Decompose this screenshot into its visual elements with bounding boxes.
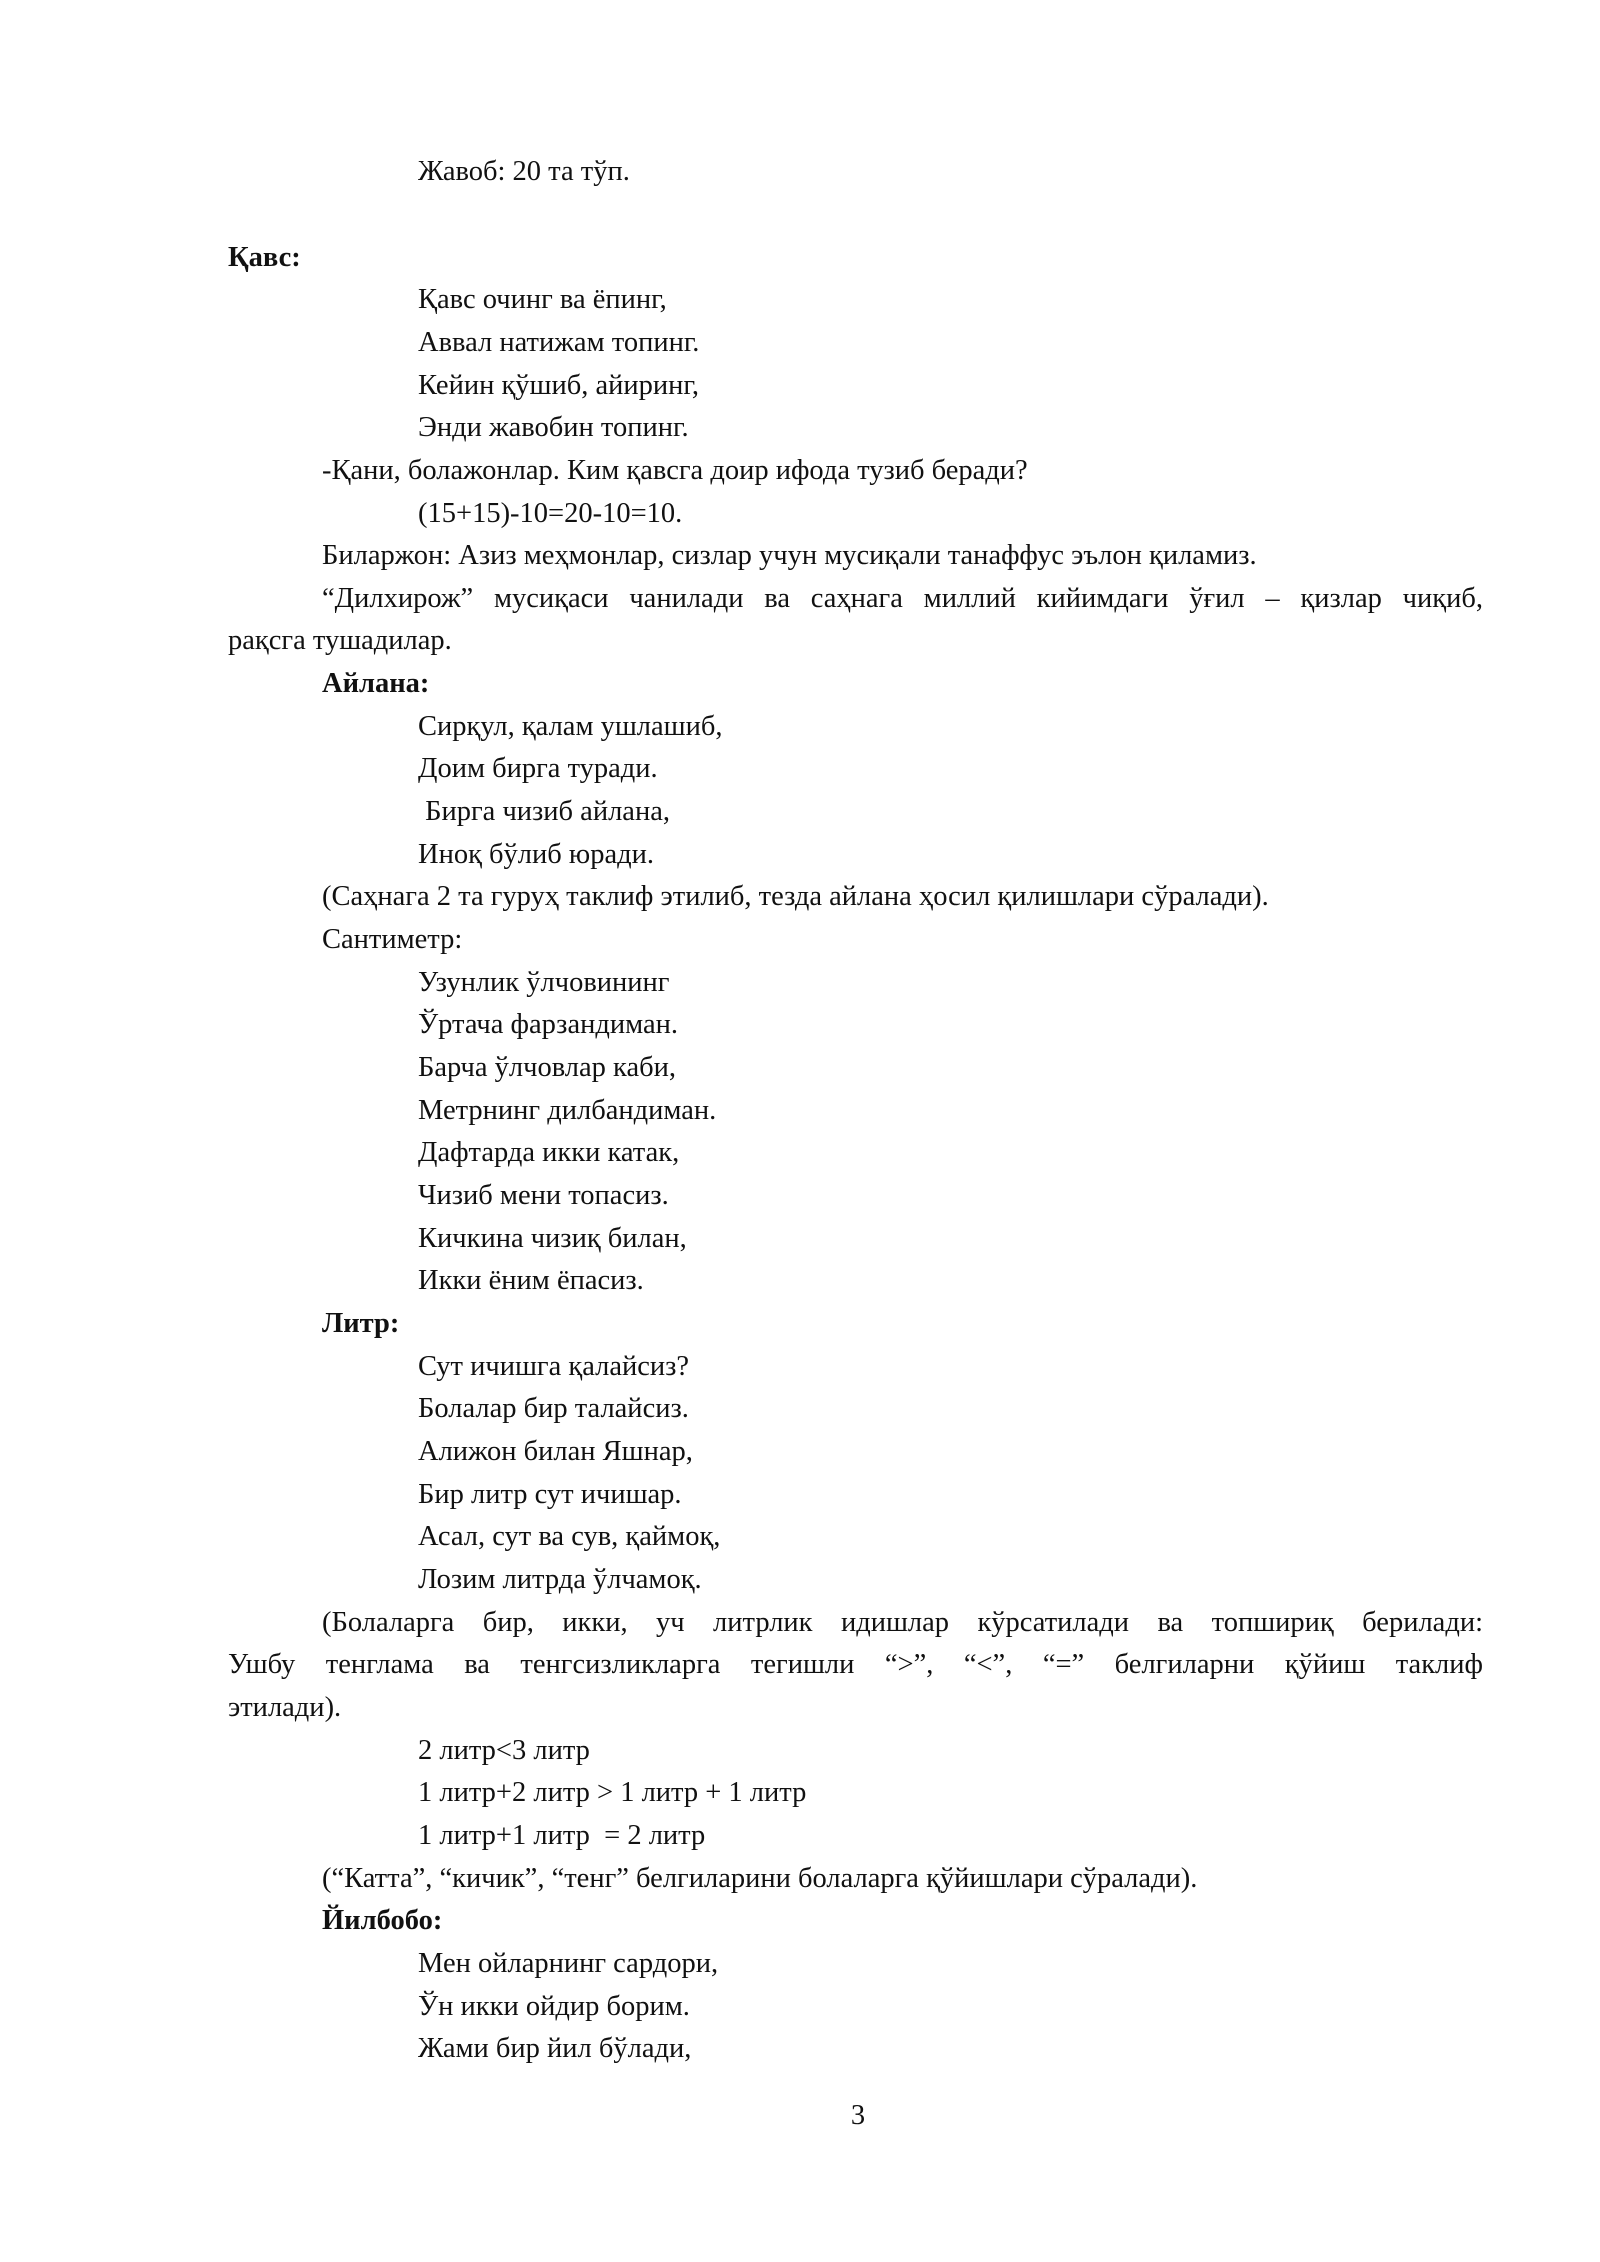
page-number: 3 <box>850 2100 866 2131</box>
section-heading-aylana: Айлана: <box>322 668 430 699</box>
paragraph-line: Ушбу тенглама ва тенгсизликларга тегишли “>”, “<”, “=” белгиларни қўйиш таклиф <box>228 1649 1483 1680</box>
verse-line: Иноқ бўлиб юради. <box>418 839 654 870</box>
formula-line: (15+15)-10=20-10=10. <box>418 498 683 529</box>
verse-line: Мен ойларнинг сардори, <box>418 1948 719 1979</box>
formula-line: 2 литр<3 литр <box>418 1735 590 1766</box>
section-heading-litr: Литр: <box>322 1308 400 1339</box>
paragraph-line: рақсга тушадилар. <box>228 625 452 656</box>
answer-line: Жавоб: 20 та тўп. <box>418 156 630 187</box>
verse-line: Ўртача фарзандиман. <box>418 1009 678 1040</box>
verse-line: Асал, сут ва сув, қаймоқ, <box>418 1521 721 1552</box>
section-heading-santimetr: Сантиметр: <box>322 924 463 955</box>
verse-line: Барча ўлчовлар каби, <box>418 1052 676 1083</box>
verse-line: Дафтарда икки катак, <box>418 1137 680 1168</box>
verse-line: Бир литр сут ичишар. <box>418 1479 682 1510</box>
paragraph-line: (“Катта”, “кичик”, “тенг” белгиларини болаларга қўйишлари сўралади). <box>322 1863 1198 1894</box>
paragraph-line: этилади). <box>228 1692 342 1723</box>
verse-line: Икки ёним ёпасиз. <box>418 1265 644 1296</box>
verse-line: Узунлик ўлчовининг <box>418 967 670 998</box>
verse-line: Метрнинг дилбандиман. <box>418 1095 717 1126</box>
paragraph-line: “Дилхирож” мусиқаси чанилади ва саҳнага миллий кийимдаги ўғил – қизлар чиқиб, <box>322 583 1483 614</box>
verse-line: Алижон билан Яшнар, <box>418 1436 693 1467</box>
verse-line: Бирга чизиб айлана, <box>418 796 670 827</box>
paragraph-line: (Саҳнага 2 та гуруҳ таклиф этилиб, тезда айлана ҳосил қилишлари сўралади). <box>322 881 1269 912</box>
paragraph-line: (Болаларга бир, икки, уч литрлик идишлар кўрсатилади ва топшириқ берилади: <box>322 1607 1483 1638</box>
section-heading-kavs: Қавс: <box>228 242 301 273</box>
verse-line: Ўн икки ойдир борим. <box>418 1991 690 2022</box>
verse-line: Сирқул, қалам ушлашиб, <box>418 711 723 742</box>
verse-line: Аввал натижам топинг. <box>418 327 700 358</box>
verse-line: Сут ичишга қалайсиз? <box>418 1351 690 1382</box>
paragraph-line: -Қани, болажонлар. Ким қавсга доир ифода тузиб беради? <box>322 455 1028 486</box>
formula-line: 1 литр+2 литр > 1 литр + 1 литр <box>418 1777 807 1808</box>
verse-line: Доим бирга туради. <box>418 753 658 784</box>
verse-line: Жами бир йил бўлади, <box>418 2033 692 2064</box>
paragraph-line: Биларжон: Азиз меҳмонлар, сизлар учун мусиқали танаффус эълон қиламиз. <box>322 540 1257 571</box>
verse-line: Чизиб мени топасиз. <box>418 1180 669 1211</box>
verse-line: Болалар бир талайсиз. <box>418 1393 689 1424</box>
formula-line: 1 литр+1 литр = 2 литр <box>418 1820 706 1851</box>
verse-line: Кейин қўшиб, айиринг, <box>418 370 700 401</box>
section-heading-yilbobo: Йилбобо: <box>322 1905 443 1936</box>
verse-line: Лозим литрда ўлчамоқ. <box>418 1564 702 1595</box>
verse-line: Кичкина чизиқ билан, <box>418 1223 687 1254</box>
verse-line: Қавс очинг ва ёпинг, <box>418 284 667 315</box>
verse-line: Энди жавобин топинг. <box>418 412 689 443</box>
